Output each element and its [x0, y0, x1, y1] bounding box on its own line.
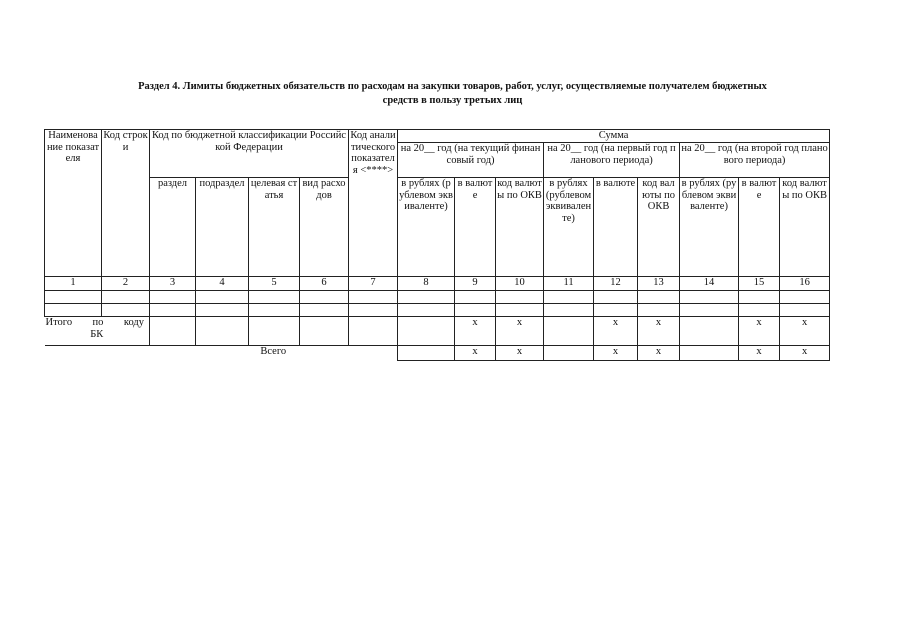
header-in-currency-current: в валюте — [455, 178, 496, 277]
itogo-word: по — [92, 317, 104, 328]
itogo-word: коду — [123, 317, 144, 328]
header-code-line: Код строки — [102, 130, 150, 277]
table-cell — [680, 291, 739, 304]
table-cell — [249, 304, 300, 317]
header-analytic-code: Код аналитического показателя <****> — [349, 130, 398, 277]
header-currency-code-second: код валюты по ОКВ — [780, 178, 830, 277]
table-cell — [150, 317, 196, 346]
table-cell — [150, 291, 196, 304]
header-budget-classification: Код по бюджетной классификации Российской Федерации — [150, 130, 349, 178]
table-cell — [45, 304, 102, 317]
column-number: 7 — [349, 277, 398, 291]
table-cell — [45, 346, 150, 361]
header-in-currency-first: в валюте — [594, 178, 638, 277]
header-name: Наименование показателя — [45, 130, 102, 277]
x-mark: x — [780, 346, 830, 361]
table-cell — [349, 304, 398, 317]
column-number: 8 — [398, 277, 455, 291]
header-razdel: раздел — [150, 178, 196, 277]
header-currency-code-first: код валюты по ОКВ — [638, 178, 680, 277]
header-period-second: на 20__ год (на второй год планового периода) — [680, 143, 830, 178]
table-cell — [455, 291, 496, 304]
x-mark: x — [455, 346, 496, 361]
table-cell — [249, 317, 300, 346]
x-mark: x — [496, 317, 544, 346]
table-cell — [398, 317, 455, 346]
x-mark: x — [638, 317, 680, 346]
table-cell — [496, 291, 544, 304]
limits-table — [44, 129, 830, 361]
x-mark: x — [594, 346, 638, 361]
table-cell — [45, 291, 102, 304]
header-podrazdel: подраздел — [196, 178, 249, 277]
total-row — [45, 346, 830, 361]
header-period-first: на 20__ год (на первый год планового периода) — [544, 143, 680, 178]
itogo-label-line2: БК — [90, 328, 104, 340]
table-cell — [544, 317, 594, 346]
table-cell — [349, 317, 398, 346]
header-in-rub-current: в рублях (рублевом эквиваленте) — [398, 178, 455, 277]
table-cell — [638, 291, 680, 304]
x-mark: x — [496, 346, 544, 361]
table-cell — [739, 291, 780, 304]
x-mark: x — [594, 317, 638, 346]
table-cell — [496, 304, 544, 317]
table-cell — [680, 346, 739, 361]
table-cell — [680, 304, 739, 317]
column-number: 9 — [455, 277, 496, 291]
table-cell — [594, 291, 638, 304]
column-number: 15 — [739, 277, 780, 291]
table-cell — [739, 304, 780, 317]
table-cell — [349, 291, 398, 304]
header-target: целевая статья — [249, 178, 300, 277]
header-in-rub-first: в рублях (рублевом эквиваленте) — [544, 178, 594, 277]
section-title — [50, 80, 855, 108]
column-number: 2 — [102, 277, 150, 291]
column-number: 13 — [638, 277, 680, 291]
table-cell — [594, 304, 638, 317]
table-cell — [544, 346, 594, 361]
table-cell — [300, 317, 349, 346]
column-number: 1 — [45, 277, 102, 291]
data-row-empty-2 — [45, 304, 830, 317]
column-number: 5 — [249, 277, 300, 291]
header-in-currency-second: в валюте — [739, 178, 780, 277]
itogo-label — [45, 317, 150, 346]
column-number: 16 — [780, 277, 830, 291]
section-title-line1: Раздел 4. Лимиты бюджетных обязательств по расходам на закупки товаров, работ, услуг, осуществляемые получателем бюджетных — [138, 81, 767, 92]
table-cell — [398, 291, 455, 304]
table-cell — [196, 317, 249, 346]
header-in-rub-second: в рублях (рублевом эквиваленте) — [680, 178, 739, 277]
column-number: 14 — [680, 277, 739, 291]
table-cell — [680, 317, 739, 346]
header-currency-code-current: код валюты по ОКВ — [496, 178, 544, 277]
table-cell — [300, 304, 349, 317]
header-period-current: на 20__ год (на текущий финансовый год) — [398, 143, 544, 178]
column-number: 12 — [594, 277, 638, 291]
data-row-empty-1 — [45, 291, 830, 304]
x-mark: x — [780, 317, 830, 346]
column-number: 10 — [496, 277, 544, 291]
table-cell — [455, 304, 496, 317]
table-cell — [102, 291, 150, 304]
table-cell — [249, 291, 300, 304]
header-expense-type: вид расходов — [300, 178, 349, 277]
table-cell — [196, 291, 249, 304]
table-cell — [300, 291, 349, 304]
column-number: 6 — [300, 277, 349, 291]
x-mark: x — [739, 317, 780, 346]
table-cell — [150, 304, 196, 317]
table-cell — [638, 304, 680, 317]
header-row-1 — [45, 130, 830, 143]
column-number-row — [45, 277, 830, 291]
table-cell — [398, 346, 455, 361]
itogo-row — [45, 317, 830, 346]
x-mark: x — [638, 346, 680, 361]
table-cell — [544, 291, 594, 304]
table-cell — [544, 304, 594, 317]
column-number: 11 — [544, 277, 594, 291]
header-row-3 — [45, 178, 830, 277]
itogo-word: Итого — [45, 317, 73, 328]
table-cell — [196, 304, 249, 317]
table-cell — [398, 304, 455, 317]
table-cell — [780, 304, 830, 317]
table-cell — [102, 304, 150, 317]
table-cell — [780, 291, 830, 304]
header-sum: Сумма — [398, 130, 830, 143]
column-number: 4 — [196, 277, 249, 291]
section-title-line2: средств в пользу третьих лиц — [382, 95, 523, 106]
total-label: Всего — [260, 346, 287, 357]
x-mark: x — [455, 317, 496, 346]
column-number: 3 — [150, 277, 196, 291]
x-mark: x — [739, 346, 780, 361]
